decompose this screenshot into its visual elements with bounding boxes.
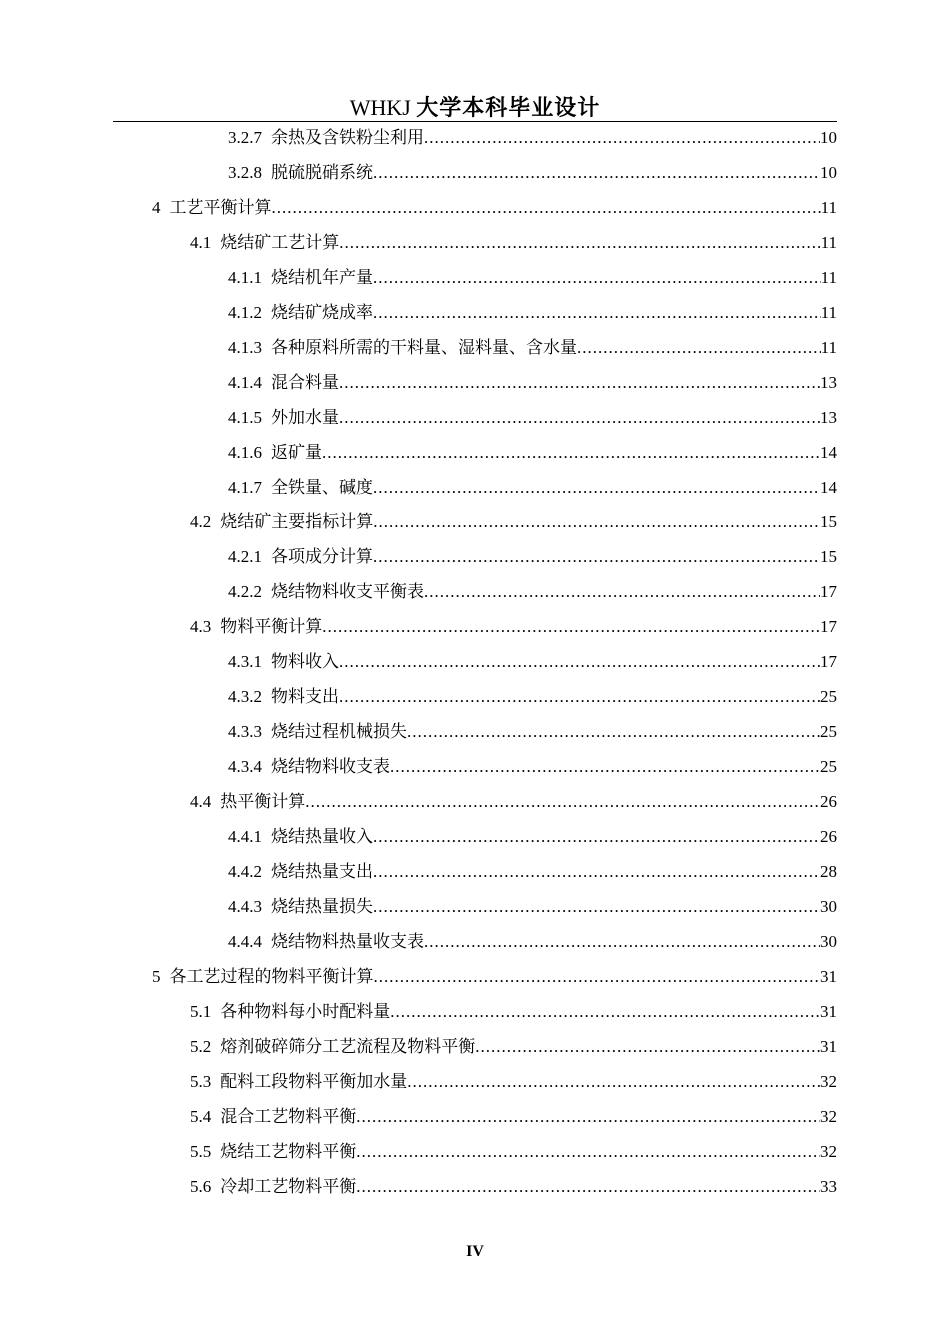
- toc-entry-number: 4.1.1: [228, 267, 262, 287]
- toc-entry-page: 15: [820, 512, 837, 532]
- toc-entry-page: 10: [820, 128, 837, 147]
- toc-entry-title: 脱硫脱硝系统: [271, 162, 373, 182]
- toc-entry-number: 5.2: [190, 1036, 212, 1056]
- toc-entry[interactable]: [152, 964, 837, 990]
- toc-leader-dots: [424, 579, 820, 605]
- toc-entry-number: 4.4.1: [228, 827, 262, 846]
- toc-entry-number: 4.1.6: [228, 442, 262, 462]
- toc-entry[interactable]: [190, 1139, 837, 1165]
- toc-entry[interactable]: [190, 509, 837, 535]
- toc-leader-dots: [475, 1034, 820, 1060]
- toc-entry[interactable]: [228, 440, 837, 466]
- toc-entry[interactable]: [190, 614, 837, 640]
- toc-entry-title: 物料支出: [271, 687, 339, 707]
- toc-entry-title: 热平衡计算: [220, 792, 306, 812]
- toc-entry[interactable]: [190, 1069, 837, 1095]
- toc-entry-title: 烧结矿烧成率: [271, 302, 373, 322]
- toc-entry-page: 11: [820, 302, 837, 322]
- toc-leader-dots: [407, 1069, 820, 1095]
- toc-entry-number: 4.1.7: [228, 477, 262, 497]
- toc-entry-page: 17: [820, 652, 837, 672]
- toc-leader-dots: [373, 265, 821, 291]
- toc-entry-title: 烧结热量损失: [271, 896, 373, 916]
- toc-entry-page: 11: [820, 232, 837, 252]
- toc-entry-page: 28: [820, 861, 837, 881]
- toc-leader-dots: [373, 544, 820, 570]
- toc-entry-title: 余热及含铁粉尘利用: [271, 128, 424, 147]
- toc-entry[interactable]: [228, 894, 837, 920]
- toc-entry-title: 熔剂破碎筛分工艺流程及物料平衡: [220, 1036, 476, 1056]
- toc-entry-page: 30: [820, 896, 837, 916]
- toc-leader-dots: [424, 125, 820, 151]
- toc-entry-number: 4.4.3: [228, 896, 262, 916]
- toc-entry-title: 配料工段物料平衡加水量: [220, 1071, 408, 1091]
- toc-leader-dots: [407, 719, 820, 745]
- toc-leader-dots: [373, 859, 820, 885]
- toc-entry-number: 4.4.4: [228, 931, 262, 951]
- toc-entry-title: 烧结物料收支表: [271, 757, 390, 777]
- toc-leader-dots: [373, 300, 821, 326]
- toc-entry-page: 11: [820, 267, 837, 287]
- toc-leader-dots: [356, 1104, 820, 1130]
- toc-entry-title: 烧结矿主要指标计算: [220, 512, 374, 532]
- toc-entry-page: 26: [820, 827, 837, 846]
- toc-entry[interactable]: [228, 300, 837, 326]
- toc-entry[interactable]: [228, 719, 837, 745]
- toc-entry[interactable]: [228, 684, 837, 710]
- toc-entry-page: 17: [820, 617, 837, 637]
- toc-entry-page: 31: [820, 966, 837, 986]
- toc-entry-page: 30: [820, 931, 837, 951]
- toc-entry-title: 全铁量、碱度: [271, 477, 373, 497]
- toc-entry-number: 4.3.3: [228, 722, 262, 742]
- toc-entry-number: 4.2.1: [228, 547, 262, 567]
- toc-entry-number: 3.2.8: [228, 162, 262, 182]
- toc-entry-title: 返矿量: [271, 442, 322, 462]
- toc-leader-dots: [390, 754, 820, 780]
- toc-entry-number: 4.3: [190, 617, 212, 637]
- toc-entry-title: 烧结物料收支平衡表: [271, 582, 424, 602]
- toc-entry-page: 13: [820, 372, 837, 392]
- header-title: 大学本科毕业设计: [416, 95, 601, 120]
- toc-entry-page: 14: [820, 477, 837, 497]
- header-latin: WHKJ: [349, 95, 411, 120]
- toc-leader-dots: [374, 964, 821, 990]
- toc-entry-title: 各工艺过程的物料平衡计算: [169, 966, 374, 986]
- toc-entry-title: 各种原料所需的干料量、湿料量、含水量: [271, 337, 577, 357]
- toc-entry[interactable]: [228, 475, 837, 501]
- toc-entry[interactable]: [190, 999, 837, 1025]
- toc-entry-number: 4.3.2: [228, 687, 262, 707]
- toc-entry-page: 11: [820, 197, 837, 217]
- toc-leader-dots: [339, 649, 820, 675]
- toc-entry-page: 32: [820, 1106, 837, 1126]
- toc-entry-page: 32: [820, 1071, 837, 1091]
- toc-entry-title: 烧结工艺物料平衡: [220, 1141, 357, 1161]
- toc-entry-number: 4: [152, 197, 161, 217]
- toc-entry[interactable]: [228, 405, 837, 431]
- toc-entry[interactable]: [228, 649, 837, 675]
- toc-leader-dots: [322, 614, 820, 640]
- toc-entry-page: 15: [820, 547, 837, 567]
- toc-leader-dots: [424, 929, 820, 955]
- toc-entry-page: 14: [820, 442, 837, 462]
- toc-entry-number: 4.2: [190, 512, 212, 532]
- toc-entry-number: 4.1.4: [228, 372, 262, 392]
- toc-entry-number: 3.2.7: [228, 128, 262, 147]
- toc-entry-title: 外加水量: [271, 407, 339, 427]
- toc-entry-title: 物料平衡计算: [220, 617, 323, 637]
- page-header: [113, 96, 837, 120]
- toc-entry-page: 25: [820, 687, 837, 707]
- toc-entry[interactable]: [228, 544, 837, 570]
- toc-leader-dots: [373, 894, 820, 920]
- toc-entry-title: 混合工艺物料平衡: [220, 1106, 357, 1126]
- toc-entry[interactable]: [152, 195, 837, 221]
- toc-entry[interactable]: [190, 1034, 837, 1060]
- toc-entry-page: 17: [820, 582, 837, 602]
- toc-entry-page: 13: [820, 407, 837, 427]
- toc-entry-title: 各种物料每小时配料量: [220, 1001, 391, 1021]
- toc-entry-number: 5.6: [190, 1176, 212, 1196]
- toc-entry-number: 4.3.1: [228, 652, 262, 672]
- toc-entry[interactable]: [228, 125, 837, 151]
- toc-leader-dots: [339, 684, 820, 710]
- toc-entry[interactable]: [190, 789, 837, 815]
- toc-leader-dots: [373, 824, 820, 850]
- toc-entry-page: 11: [820, 337, 837, 357]
- toc-entry-title: 混合料量: [271, 372, 339, 392]
- toc-entry-number: 5: [152, 966, 161, 986]
- toc-entry-page: 32: [820, 1141, 837, 1161]
- toc-entry-number: 5.5: [190, 1141, 212, 1161]
- toc-entry-page: 31: [820, 1001, 837, 1021]
- toc-entry[interactable]: [228, 265, 837, 291]
- toc-entry-number: 4.2.2: [228, 582, 262, 602]
- toc-leader-dots: [373, 160, 820, 186]
- toc-entry[interactable]: [190, 1104, 837, 1130]
- toc-entry[interactable]: [228, 754, 837, 780]
- toc-entry-number: 4.1.3: [228, 337, 262, 357]
- toc-leader-dots: [339, 405, 820, 431]
- toc-leader-dots: [339, 230, 820, 256]
- toc-entry-number: 4.1.2: [228, 302, 262, 322]
- toc-entry-title: 各项成分计算: [271, 547, 373, 567]
- toc-leader-dots: [373, 475, 820, 501]
- toc-entry-title: 烧结矿工艺计算: [220, 232, 340, 252]
- toc-entry[interactable]: [228, 859, 837, 885]
- toc-entry-number: 4.3.4: [228, 757, 262, 777]
- toc-entry-number: 5.1: [190, 1001, 212, 1021]
- toc-leader-dots: [373, 509, 820, 535]
- toc-leader-dots: [272, 195, 821, 221]
- toc-entry-title: 烧结热量收入: [271, 827, 373, 846]
- toc-leader-dots: [322, 440, 820, 466]
- header-rule: [113, 121, 837, 122]
- toc-leader-dots: [390, 999, 820, 1025]
- toc-entry[interactable]: [190, 230, 837, 256]
- toc-leader-dots: [356, 1174, 820, 1200]
- toc-entry-title: 工艺平衡计算: [169, 197, 272, 217]
- toc-leader-dots: [577, 335, 821, 361]
- toc-leader-dots: [339, 370, 820, 396]
- toc-entry[interactable]: [228, 579, 837, 605]
- toc-entry-title: 烧结热量支出: [271, 861, 373, 881]
- toc-leader-dots: [356, 1139, 820, 1165]
- toc-entry-page: 31: [820, 1036, 837, 1056]
- toc-entry-page: 10: [820, 162, 837, 182]
- toc-entry[interactable]: [228, 370, 837, 396]
- toc-entry-title: 烧结过程机械损失: [271, 722, 407, 742]
- toc-entry-number: 5.4: [190, 1106, 212, 1126]
- toc-entry-title: 烧结物料热量收支表: [271, 931, 424, 951]
- toc-entry-page: 26: [820, 792, 837, 812]
- toc-entry-number: 4.1.5: [228, 407, 262, 427]
- toc-entry-number: 4.1: [190, 232, 212, 252]
- toc-entry-page: 33: [820, 1176, 837, 1196]
- toc-entry-title: 烧结机年产量: [271, 267, 373, 287]
- toc-entry-page: 25: [820, 757, 837, 777]
- toc-entry[interactable]: [228, 335, 837, 361]
- toc-entry[interactable]: [190, 1174, 837, 1200]
- toc-entry-title: 冷却工艺物料平衡: [220, 1176, 357, 1196]
- toc-entry-number: 5.3: [190, 1071, 212, 1091]
- toc-entry[interactable]: [228, 160, 837, 186]
- toc-entry-title: 物料收入: [271, 652, 339, 672]
- toc-entry-number: 4.4.2: [228, 861, 262, 881]
- toc-entry[interactable]: [228, 824, 837, 850]
- toc-leader-dots: [305, 789, 820, 815]
- toc-entry-page: 25: [820, 722, 837, 742]
- toc-entry[interactable]: [228, 929, 837, 955]
- page-number: IV: [466, 1243, 484, 1260]
- toc-entry-number: 4.4: [190, 792, 212, 812]
